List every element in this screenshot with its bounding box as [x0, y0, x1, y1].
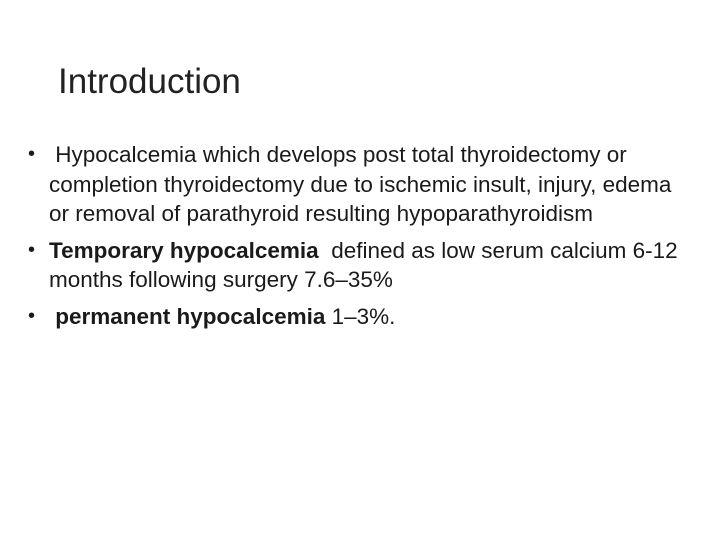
- bullet-text: defined as low serum calcium 6-12 months following surgery 7.6–35%: [49, 237, 684, 292]
- bullet-item-hypocalcemia-definition: [28, 140, 688, 229]
- bullet-text: 1–3%.: [325, 303, 396, 329]
- slide-title: Introduction: [58, 62, 241, 101]
- bullet-item-permanent-hypocalcemia: [28, 302, 688, 332]
- bullet-text: Hypocalcemia which develops post total thyroidectomy or completion thyroidectomy due to ischemic insult, injury, edema or removal of parathyroid resulting hypoparathyroidism: [49, 142, 678, 226]
- bullet-marker: •: [28, 238, 36, 261]
- bullet-item-temporary-hypocalcemia: [28, 236, 688, 295]
- bullet-marker: •: [28, 304, 36, 327]
- bullet-list: [28, 140, 688, 338]
- bullet-bold-term: Temporary hypocalcemia: [49, 237, 319, 263]
- bullet-marker: •: [28, 143, 36, 165]
- bullet-bold-term: permanent hypocalcemia: [49, 303, 326, 329]
